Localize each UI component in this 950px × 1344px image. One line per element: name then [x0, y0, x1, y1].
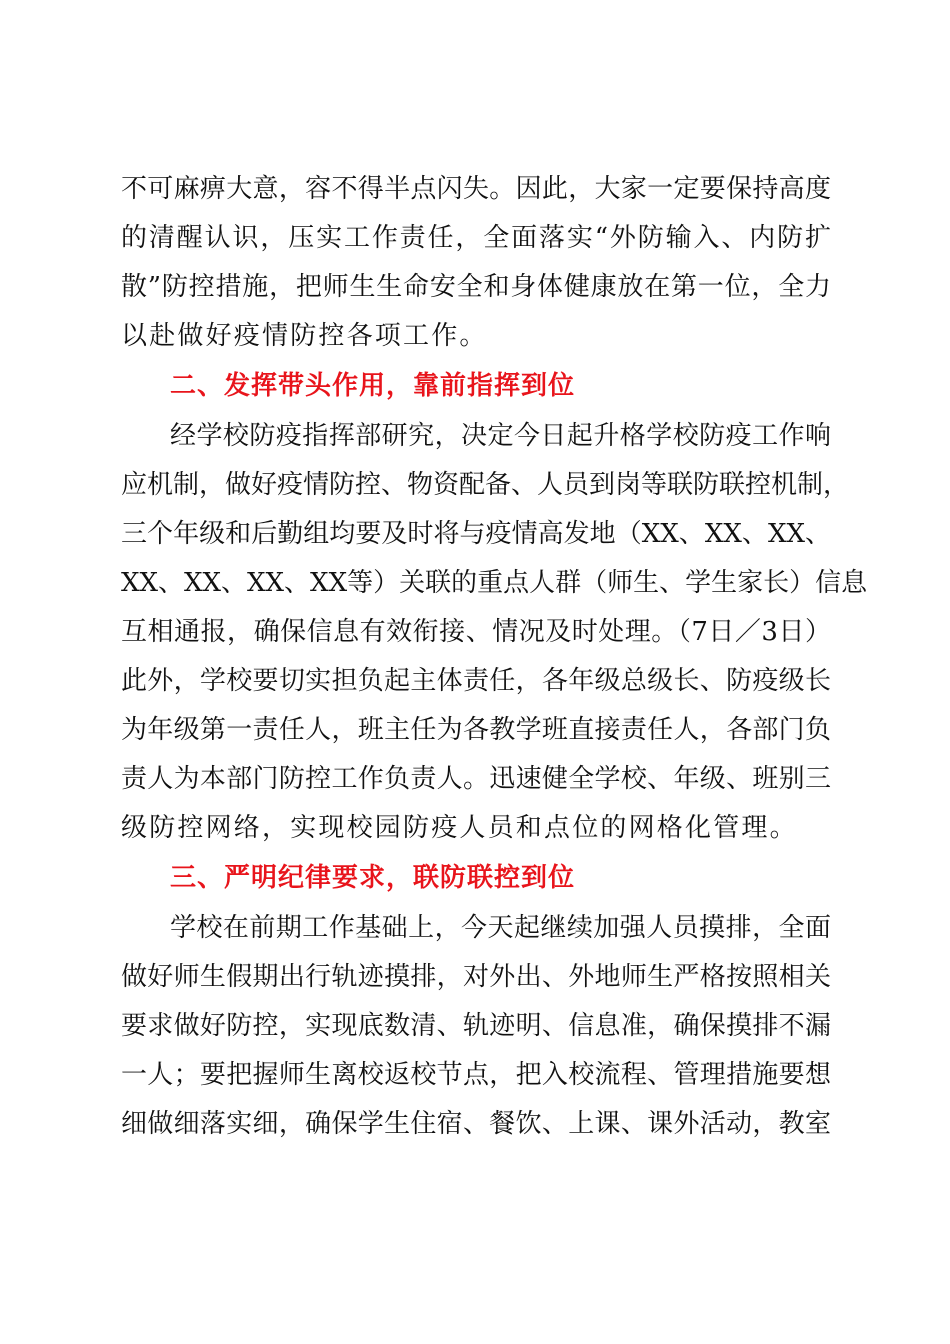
paragraph-line: 此外，学校要切实担负起主体责任，各年级总级长、防疫级长: [121, 666, 831, 696]
paragraph-line: 不可麻痹大意，容不得半点闪失。因此，大家一定要保持高度: [121, 174, 831, 204]
paragraph-line: 三个年级和后勤组均要及时将与疫情高发地（XX、XX、XX、: [121, 519, 831, 549]
paragraph-line: 散”防控措施，把师生生命安全和身体健康放在第一位，全力: [121, 272, 831, 302]
paragraph-line: 互相通报，确保信息有效衔接、情况及时处理。（7日／3日）: [121, 617, 831, 647]
paragraph-line: 应机制，做好疫情防控、物资配备、人员到岗等联防联控机制，: [121, 470, 850, 500]
paragraph-line: 要求做好防控，实现底数清、轨迹明、信息准，确保摸排不漏: [121, 1011, 831, 1041]
paragraph-line: 经学校防疫指挥部研究，决定今日起升格学校防疫工作响: [170, 421, 831, 451]
paragraph-line: 做好师生假期出行轨迹摸排，对外出、外地师生严格按照相关: [121, 962, 831, 992]
paragraph-line: 一人；要把握师生离校返校节点，把入校流程、管理措施要想: [121, 1060, 831, 1090]
paragraph-line: 细做细落实细，确保学生住宿、餐饮、上课、课外活动，教室: [121, 1109, 831, 1139]
paragraph-line: 责人为本部门防控工作负责人。迅速健全学校、年级、班别三: [121, 764, 831, 794]
section-heading-3: 三、严明纪律要求，联防联控到位: [170, 863, 576, 893]
paragraph-line: 以赴做好疫情防控各项工作。: [121, 321, 488, 351]
paragraph-line: 的清醒认识，压实工作责任，全面落实“外防输入、内防扩: [121, 223, 831, 253]
paragraph-line: 为年级第一责任人，班主任为各教学班直接责任人，各部门负: [121, 715, 831, 745]
paragraph-line: 学校在前期工作基础上，今天起继续加强人员摸排，全面: [170, 913, 831, 943]
section-heading-2: 二、发挥带头作用，靠前指挥到位: [170, 371, 576, 401]
paragraph-line: 级防控网络，实现校园防疫人员和点位的网格化管理。: [121, 813, 798, 843]
paragraph-line: XX、XX、XX、XX等）关联的重点人群（师生、学生家长）信息: [121, 568, 868, 598]
